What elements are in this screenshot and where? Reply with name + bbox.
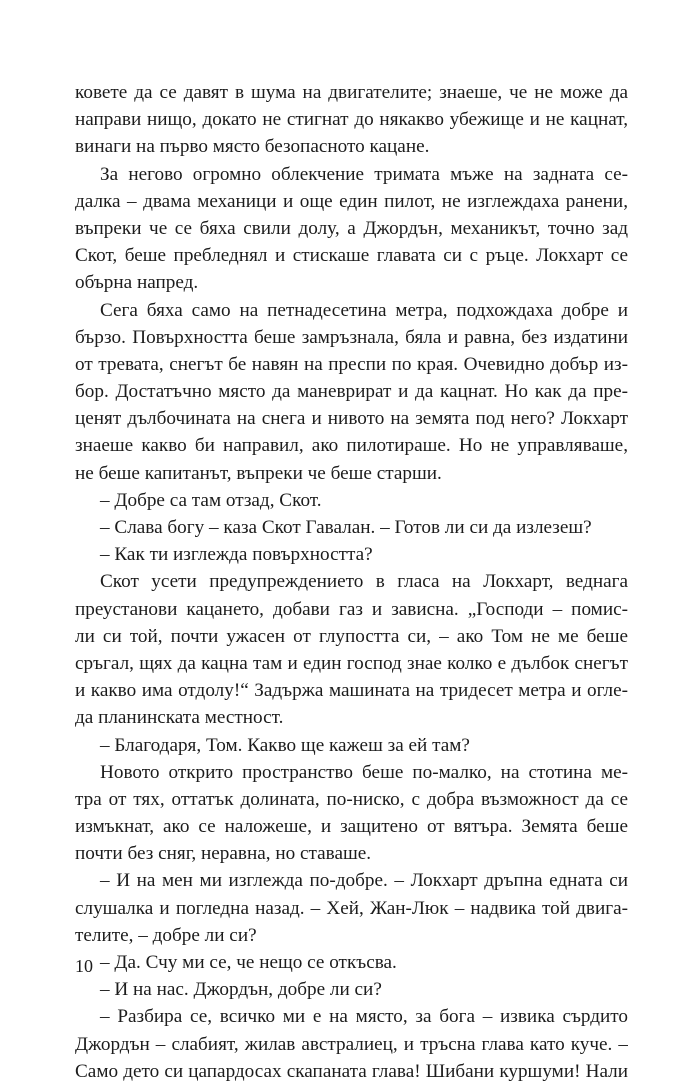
text-line: измъкнат, ако се наложеше, и защитено от вятъра. Земята беше: [75, 816, 628, 838]
text-line: ценят дълбочината на снега и нивото на земята под него? Локхарт: [75, 408, 628, 430]
text-line: направи нищо, докато не стигнат до някакво убежище и не кацнат,: [75, 109, 628, 131]
text-line: ли си той, почти ужасен от глупостта си, – ако Том не ме беше: [75, 625, 628, 647]
text-line: бор. Достатъчно място да маневрират и да кацнат. Но как да пре-: [75, 381, 628, 403]
text-line: винаги на първо място безопасното кацане.: [75, 136, 430, 158]
text-line: ковете да се давят в шума на двигателите; знаеше, че не може да: [75, 82, 628, 103]
text-line: почти без сняг, неравна, но ставаше.: [75, 843, 372, 865]
text-line: Скот, беше пребледнял и стискаше главата си с ръце. Локхарт се: [75, 245, 628, 267]
text-line: преустанови кацането, добави газ и зависна. „Господи – помис-: [75, 598, 628, 620]
text-line: – Добре са там отзад, Скот.: [100, 489, 322, 511]
page-number: 10: [75, 956, 93, 976]
text-line: от тревата, снегът бе навян на преспи по края. Очевидно добър из-: [75, 353, 628, 375]
text-line: тра от тях, оттатък долината, по-ниско, с добра възможност да се: [75, 788, 628, 810]
text-line: далка – двама механици и още един пилот, не изглеждаха ранени,: [75, 190, 628, 212]
text-line: да планинската местност.: [75, 707, 284, 729]
text-line: знаеше какво би направил, ако пилотираше. Но не управляваше,: [75, 435, 628, 457]
text-line: и какво има отдолу!“ Задържа машината на тридесет метра и огле-: [75, 680, 628, 702]
body-text: [75, 79, 628, 1085]
text-line: Скот усети предупреждението в гласа на Локхарт, веднага: [100, 571, 628, 593]
text-line: – Как ти изглежда повърхността?: [100, 544, 373, 566]
text-line: – Слава богу – каза Скот Гавалан. – Готов ли си да излезеш?: [100, 517, 592, 538]
text-line: – И на мен ми изглежда по-добре. – Локхарт дръпна едната си: [100, 870, 628, 892]
text-line: слушалка и погледна назад. – Хей, Жан-Люк – надвика той двига-: [75, 897, 628, 919]
text-line: За негово огромно облекчение тримата мъже на задната се-: [100, 163, 628, 185]
text-line: телите, – добре ли си?: [75, 924, 257, 946]
text-line: Новото открито пространство беше по-малко, на стотина ме-: [100, 761, 628, 783]
text-line: Джордън – слабият, жилав австралиец, и тръсна глава като куче. –: [75, 1033, 628, 1055]
text-line: обърна напред.: [75, 272, 199, 294]
text-line: – Да. Счу ми се, че нещо се откъсва.: [100, 952, 397, 973]
text-line: – Разбира се, всичко ми е на място, за бога – извика сърдито: [100, 1006, 628, 1028]
text-line: Само дето си цапардосах скапаната глава! Шибани куршуми! Нали: [75, 1060, 628, 1082]
text-line: – И на нас. Джордън, добре ли си?: [100, 979, 382, 1001]
text-line: Сега бяха само на петнадесетина метра, подхождаха добре и: [100, 299, 628, 321]
text-line: въпреки че се бяха свили долу, а Джордън, механикът, точно зад: [75, 217, 628, 239]
text-line: бързо. Повърхността беше замръзнала, бяла и равна, без издатини: [75, 326, 628, 348]
text-line: – Благодаря, Том. Какво ще кажеш за ей там?: [100, 734, 470, 756]
text-line: сръгал, щях да кацна там и един господ знае колко е дълбок снегът: [75, 652, 628, 674]
text-line: не беше капитанът, въпреки че беше старши.: [75, 462, 442, 484]
